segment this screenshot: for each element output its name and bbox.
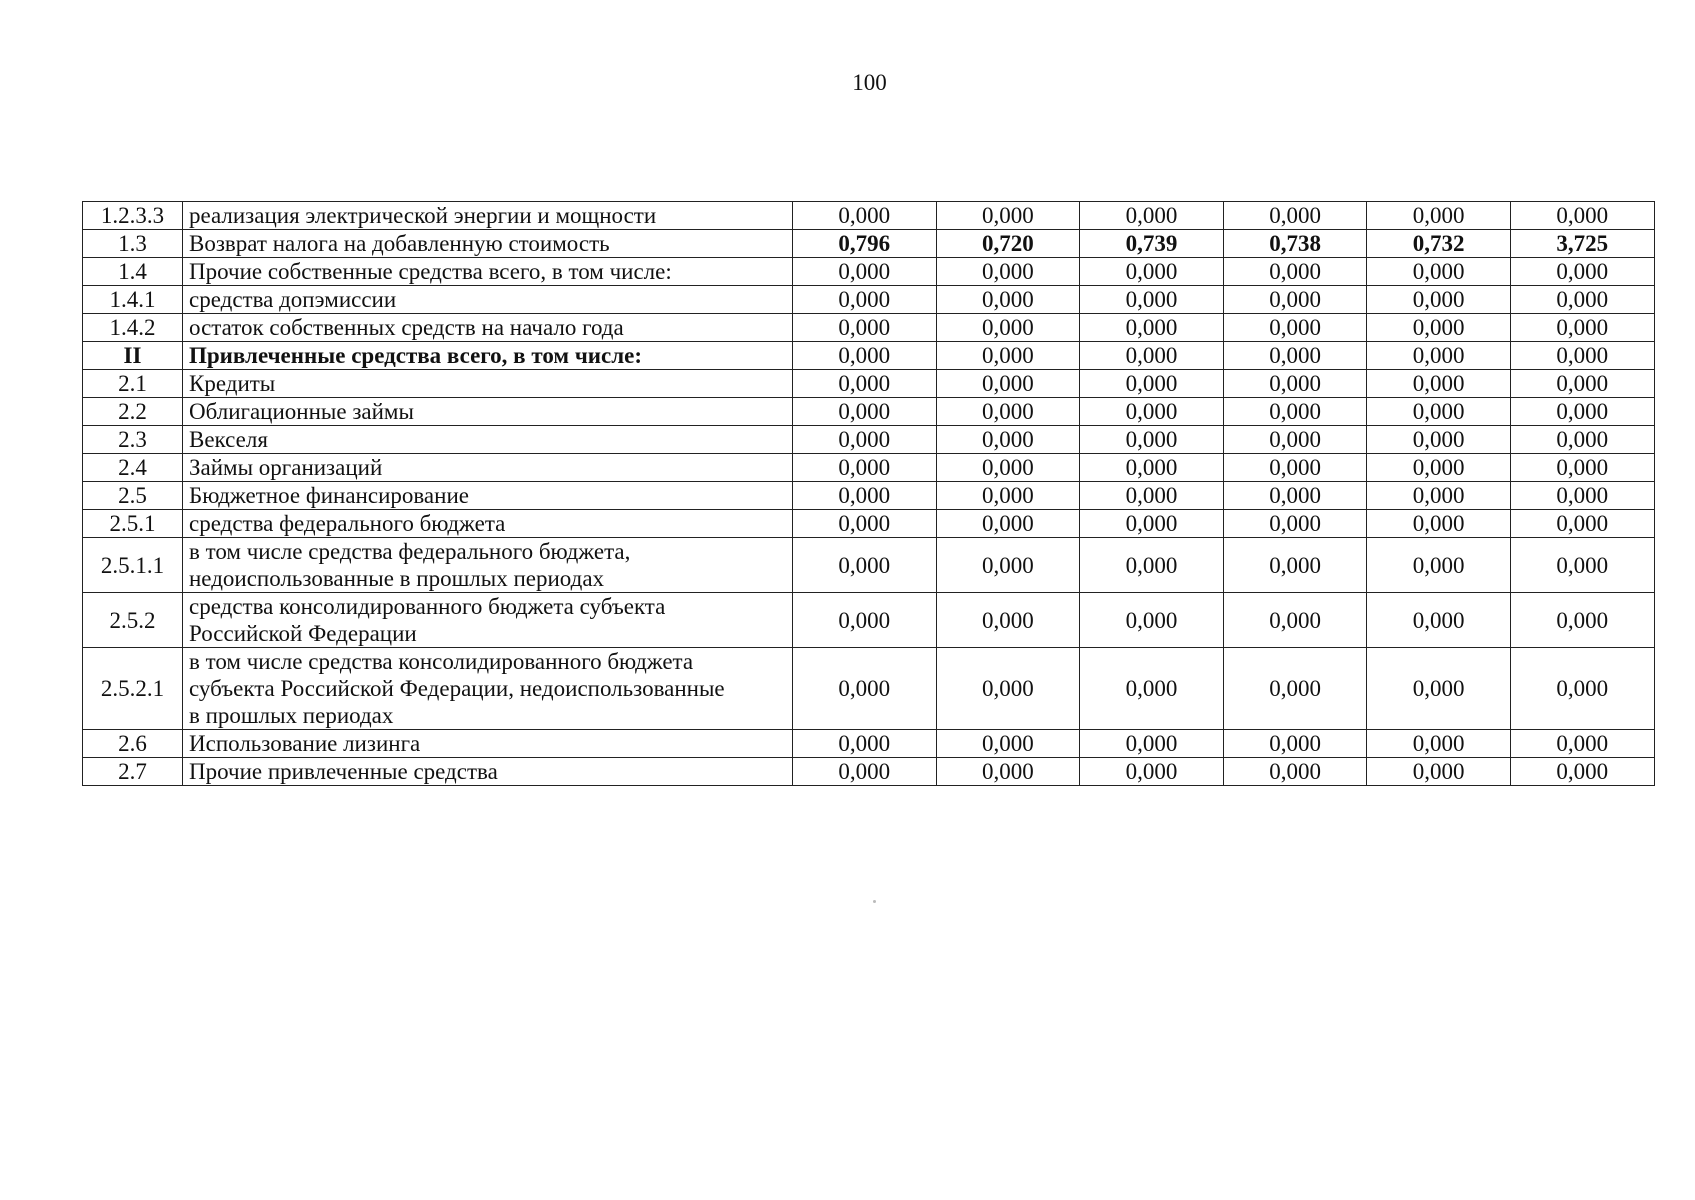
value-cell: 0,000 [1223,758,1367,786]
value-cell: 0,000 [1510,538,1654,593]
value-cell: 0,000 [1080,593,1224,648]
value-cell: 0,000 [1080,370,1224,398]
value-cell: 0,000 [1080,648,1224,730]
value-cell: 0,000 [1367,258,1511,286]
value-cell: 0,000 [1223,314,1367,342]
row-name: Векселя [183,426,793,454]
table-row [83,342,1655,370]
value-cell: 0,000 [793,398,937,426]
value-cell: 0,000 [1080,482,1224,510]
row-code: 2.5.2.1 [83,648,183,730]
value-cell: 3,725 [1510,230,1654,258]
table-row [83,370,1655,398]
value-cell: 0,000 [1367,314,1511,342]
value-cell: 0,000 [1367,482,1511,510]
row-code: 2.5.2 [83,593,183,648]
row-name-line: в том числе средства консолидированного бюджета [189,649,694,674]
table-row [83,426,1655,454]
value-cell: 0,000 [1510,286,1654,314]
value-cell: 0,796 [793,230,937,258]
table-row [83,314,1655,342]
table-row [83,230,1655,258]
table-row [83,482,1655,510]
value-cell: 0,000 [793,730,937,758]
table-row [83,202,1655,230]
value-cell: 0,000 [1510,398,1654,426]
value-cell: 0,000 [1367,648,1511,730]
value-cell: 0,000 [793,454,937,482]
value-cell: 0,000 [1080,286,1224,314]
value-cell: 0,000 [1080,202,1224,230]
value-cell: 0,000 [1080,538,1224,593]
value-cell: 0,000 [1510,454,1654,482]
row-name: Займы организаций [183,454,793,482]
value-cell: 0,000 [936,258,1080,286]
row-name: Прочие собственные средства всего, в том числе: [183,258,793,286]
value-cell: 0,000 [936,593,1080,648]
value-cell: 0,720 [936,230,1080,258]
row-code: 2.5 [83,482,183,510]
value-cell: 0,000 [1367,758,1511,786]
value-cell: 0,000 [1223,342,1367,370]
value-cell: 0,000 [1223,510,1367,538]
row-name: средства федерального бюджета [183,510,793,538]
value-cell: 0,000 [793,593,937,648]
value-cell: 0,000 [1367,286,1511,314]
value-cell: 0,000 [1223,258,1367,286]
row-name: Кредиты [183,370,793,398]
row-name: Привлеченные средства всего, в том числе: [183,342,793,370]
value-cell: 0,000 [793,426,937,454]
value-cell: 0,000 [936,342,1080,370]
value-cell: 0,000 [936,370,1080,398]
row-name-line: в том числе средства федерального бюджета, [189,539,631,564]
value-cell: 0,000 [1223,454,1367,482]
value-cell: 0,000 [1367,370,1511,398]
table-row [83,510,1655,538]
table-row [83,758,1655,786]
value-cell: 0,000 [1223,482,1367,510]
value-cell: 0,000 [936,286,1080,314]
value-cell: 0,000 [793,758,937,786]
value-cell: 0,000 [1510,314,1654,342]
table-row [83,286,1655,314]
value-cell: 0,000 [1223,398,1367,426]
value-cell: 0,000 [1367,202,1511,230]
row-code: 2.3 [83,426,183,454]
row-code: 2.1 [83,370,183,398]
value-cell: 0,000 [793,202,937,230]
row-name: Использование лизинга [183,730,793,758]
value-cell: 0,000 [1367,342,1511,370]
value-cell: 0,739 [1080,230,1224,258]
value-cell: 0,000 [1080,314,1224,342]
value-cell: 0,000 [936,426,1080,454]
row-code: 1.4 [83,258,183,286]
table-row [83,258,1655,286]
row-code: 2.5.1 [83,510,183,538]
value-cell: 0,000 [1080,454,1224,482]
row-code: 1.3 [83,230,183,258]
row-code: 2.5.1.1 [83,538,183,593]
table-row [83,538,1655,593]
value-cell: 0,000 [1080,730,1224,758]
funding-sources-table [82,201,1655,786]
scan-speck [873,900,876,903]
value-cell: 0,000 [936,648,1080,730]
value-cell: 0,000 [793,510,937,538]
value-cell: 0,000 [1510,258,1654,286]
table-row [83,398,1655,426]
value-cell: 0,000 [793,314,937,342]
value-cell: 0,000 [1510,202,1654,230]
value-cell: 0,000 [1367,426,1511,454]
value-cell: 0,000 [1223,286,1367,314]
value-cell: 0,000 [793,370,937,398]
value-cell: 0,000 [1080,758,1224,786]
value-cell: 0,000 [936,758,1080,786]
value-cell: 0,000 [1223,426,1367,454]
table-row [83,730,1655,758]
value-cell: 0,000 [793,538,937,593]
value-cell: 0,000 [1367,510,1511,538]
page-number: 100 [852,70,887,95]
row-name [183,593,793,648]
value-cell: 0,000 [1223,648,1367,730]
value-cell: 0,000 [936,730,1080,758]
value-cell: 0,000 [1510,758,1654,786]
row-code: 1.4.1 [83,286,183,314]
value-cell: 0,000 [1223,202,1367,230]
value-cell: 0,000 [1510,730,1654,758]
value-cell: 0,000 [1080,510,1224,538]
row-name: средства допэмиссии [183,286,793,314]
row-code: 2.7 [83,758,183,786]
value-cell: 0,000 [1080,426,1224,454]
value-cell: 0,000 [1367,593,1511,648]
value-cell: 0,738 [1223,230,1367,258]
value-cell: 0,000 [1510,510,1654,538]
value-cell: 0,000 [1223,593,1367,648]
value-cell: 0,000 [793,648,937,730]
value-cell: 0,000 [1510,342,1654,370]
value-cell: 0,000 [1080,342,1224,370]
value-cell: 0,000 [1080,398,1224,426]
value-cell: 0,000 [1510,593,1654,648]
value-cell: 0,000 [1367,538,1511,593]
row-code: 1.2.3.3 [83,202,183,230]
value-cell: 0,000 [936,398,1080,426]
value-cell: 0,000 [936,454,1080,482]
value-cell: 0,000 [936,510,1080,538]
value-cell: 0,000 [1510,426,1654,454]
value-cell: 0,000 [1510,482,1654,510]
value-cell: 0,000 [936,314,1080,342]
row-name [183,538,793,593]
row-name-line: субъекта Российской Федерации, недоиспользованные [189,676,725,701]
value-cell: 0,000 [936,202,1080,230]
row-name [183,648,793,730]
table-row [83,648,1655,730]
table-row [83,454,1655,482]
row-code: 1.4.2 [83,314,183,342]
value-cell: 0,000 [1510,370,1654,398]
value-cell: 0,000 [1223,370,1367,398]
value-cell: 0,000 [1223,538,1367,593]
row-name-line: недоиспользованные в прошлых периодах [189,566,605,591]
table-row [83,593,1655,648]
value-cell: 0,000 [793,482,937,510]
value-cell: 0,000 [936,538,1080,593]
value-cell: 0,000 [1367,398,1511,426]
row-name-line: Российской Федерации [189,621,417,646]
row-code: 2.4 [83,454,183,482]
row-name: Бюджетное финансирование [183,482,793,510]
row-name-line: средства консолидированного бюджета субъекта [189,594,666,619]
value-cell: 0,000 [793,342,937,370]
row-code: 2.2 [83,398,183,426]
row-name: остаток собственных средств на начало года [183,314,793,342]
row-name: Прочие привлеченные средства [183,758,793,786]
value-cell: 0,000 [1080,258,1224,286]
value-cell: 0,000 [936,482,1080,510]
value-cell: 0,000 [793,258,937,286]
value-cell: 0,732 [1367,230,1511,258]
value-cell: 0,000 [1367,730,1511,758]
row-name: Облигационные займы [183,398,793,426]
value-cell: 0,000 [1223,730,1367,758]
row-code: 2.6 [83,730,183,758]
row-name: реализация электрической энергии и мощности [183,202,793,230]
value-cell: 0,000 [1367,454,1511,482]
value-cell: 0,000 [793,286,937,314]
row-code: II [83,342,183,370]
value-cell: 0,000 [1510,648,1654,730]
row-name-line: в прошлых периодах [189,703,394,728]
row-name: Возврат налога на добавленную стоимость [183,230,793,258]
